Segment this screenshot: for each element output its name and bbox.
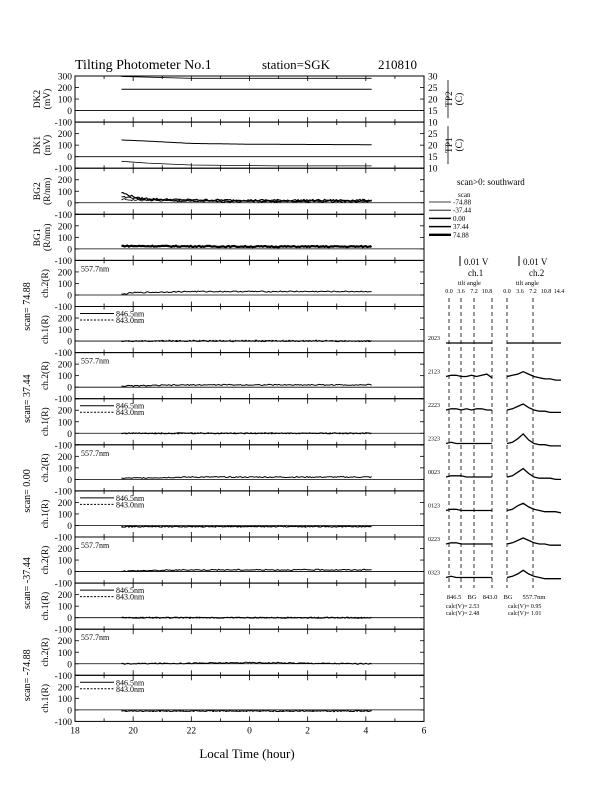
panel-annotation: 557.7nm	[81, 264, 110, 274]
spectrum-time: 2223	[428, 403, 440, 409]
right-tick-label: 25	[428, 84, 438, 95]
y-tick-label: 100	[57, 95, 72, 106]
y-tick-label: 0	[67, 337, 72, 348]
y-axis-label: DK1	[33, 135, 43, 155]
right-series-TP2	[122, 77, 372, 79]
y-tick-label: -100	[54, 349, 72, 360]
spectrum-time: 0023	[428, 470, 440, 476]
y-tick-label: 200	[57, 498, 72, 509]
y-tick-label: 0	[67, 107, 72, 118]
ch1-tilt-tick: 3.6	[457, 289, 465, 295]
panel-2	[33, 122, 465, 175]
ch2-spectrum	[507, 538, 561, 545]
legend-label: 843.0nm	[116, 316, 145, 325]
y-tick-label: 0	[67, 660, 72, 671]
side-panel	[428, 177, 564, 617]
right-axis-label: TP1	[445, 137, 455, 154]
y-tick-label: 0	[67, 429, 72, 440]
y-axis-label: ch.2(R)	[41, 453, 51, 483]
ch1-tilt-tick: 10.8	[481, 289, 493, 295]
ch1-spectrum	[446, 442, 492, 443]
y-tick-label: 0	[67, 475, 72, 486]
right-tick-label: 15	[428, 107, 438, 118]
ch1-spectrum	[446, 409, 492, 410]
y-tick-label: 100	[57, 141, 72, 152]
scan-legend-label: 37.44	[453, 223, 469, 232]
y-axis-label: ch.1(R)	[41, 591, 51, 621]
spectrum-time: 0223	[428, 537, 440, 543]
ch2-spectrum	[507, 570, 561, 578]
y-tick-label: 100	[57, 233, 72, 244]
panel-12	[40, 583, 424, 636]
legend-label: 843.0nm	[116, 592, 145, 602]
panel-frame	[75, 260, 424, 306]
panel-frame	[75, 122, 424, 168]
y-tick-label: -100	[54, 487, 72, 498]
ch1-spectrum	[446, 576, 492, 577]
y-tick-label: 0	[67, 614, 72, 625]
x-axis	[199, 746, 294, 761]
ch2-tilt-label: tilt angle	[516, 280, 539, 287]
y-tick-label: -100	[54, 256, 72, 267]
y-tick-label: 100	[57, 694, 72, 705]
spectrum-time: 0323	[428, 570, 440, 577]
ch2-spectrum	[507, 503, 561, 513]
date-label: 210810	[378, 57, 417, 72]
scan-legend-label: -74.88	[453, 198, 472, 207]
y-axis-label: (R/nm)	[43, 223, 53, 252]
x-tick-label: 4	[363, 726, 369, 737]
panel-frame	[75, 168, 424, 214]
x-tick-label: 20	[128, 726, 138, 737]
y-axis-label: DK2	[33, 89, 43, 109]
y-tick-label: 200	[57, 406, 72, 417]
panel-frame	[75, 214, 424, 260]
y-tick-label: 100	[57, 464, 72, 475]
y-tick-label: 200	[57, 130, 72, 141]
right-axis-label: (C)	[455, 138, 465, 152]
x-tick-label: 6	[421, 726, 427, 737]
y-tick-label: 200	[57, 637, 72, 648]
y-tick-label: 100	[57, 556, 72, 567]
scan-legend-label: -37.44	[453, 206, 472, 215]
y-axis-label: (mV)	[43, 88, 53, 110]
series-DK1	[122, 140, 372, 145]
scan-legend-label: 0.00	[453, 214, 466, 223]
y-tick-label: 100	[57, 279, 72, 290]
right-tick-label: 25	[428, 130, 438, 141]
y-tick-label: 100	[57, 326, 72, 337]
panel-annotation: 557.7nm	[81, 356, 110, 366]
ch1-spectrum	[446, 543, 492, 544]
panel-6	[40, 307, 424, 360]
y-tick-label: -100	[54, 303, 72, 313]
x-tick-label: 2	[305, 726, 311, 737]
ch2-tilt-tick: 14.4	[553, 289, 565, 295]
y-axis-label: ch.2(R)	[41, 361, 51, 391]
y-axis-label: BG2	[33, 182, 43, 201]
ch2-spectrum	[507, 469, 561, 480]
figure-title: Tilting Photometer No.1	[75, 58, 212, 73]
y-tick-label: 0	[67, 153, 72, 164]
y-tick-label: -100	[54, 395, 72, 406]
series-557-7nm	[122, 291, 372, 294]
y-tick-label: 200	[57, 268, 72, 279]
scan-note: scan>0: southward	[457, 177, 525, 187]
station-label: station=SGK	[262, 57, 331, 72]
y-axis-label: ch.1(R)	[41, 683, 51, 713]
right-series-TP1	[122, 161, 372, 166]
y-tick-label: -100	[54, 625, 72, 636]
y-tick-label: 100	[57, 602, 72, 613]
ch1-tilt-tick: 7.2	[470, 289, 478, 295]
panel-14	[40, 675, 424, 728]
ch2-spectrum	[507, 404, 561, 412]
y-tick-label: 0	[67, 291, 72, 302]
legend-label: 846.5nm	[116, 493, 145, 503]
scan-legend-title: scan	[458, 191, 471, 199]
y-tick-label: 0	[67, 245, 72, 256]
right-tick-label: 10	[428, 118, 438, 129]
panel-4	[33, 214, 424, 267]
right-tick-label: 20	[428, 141, 438, 152]
y-axis-label: ch.2(R)	[41, 269, 51, 298]
y-tick-label: -100	[54, 671, 72, 682]
ch1-tilt-tick: 0.0	[445, 289, 453, 295]
y-tick-label: 100	[57, 510, 72, 521]
scan-group-label: scan= 74.88	[22, 282, 33, 331]
y-tick-label: -100	[54, 717, 72, 728]
legend-label: 846.5nm	[116, 309, 145, 319]
legend-label: 843.0nm	[116, 684, 145, 694]
panel-1	[33, 73, 465, 129]
ch2-calc: calc(V)= 1.01	[508, 611, 542, 617]
y-axis-label: ch.1(R)	[41, 407, 51, 437]
scan-group-label: scan= 37.44	[22, 374, 33, 423]
y-tick-label: -100	[54, 118, 72, 129]
header	[75, 57, 417, 73]
spectrum-bottom-label: 843.0	[482, 594, 498, 601]
legend-label: 846.5nm	[116, 678, 145, 688]
right-tick-label: 10	[428, 164, 438, 175]
spectrum-bottom-label: BG	[503, 594, 513, 601]
y-tick-label: -100	[54, 579, 72, 590]
ch2-tilt-tick: 3.6	[516, 289, 524, 295]
ch1-scale: 0.01 V	[464, 257, 489, 267]
y-tick-label: 0	[67, 568, 72, 579]
ch1-calc: calc(V)= 2.53	[446, 604, 480, 610]
y-tick-label: 200	[57, 591, 72, 602]
right-tick-label: 15	[428, 153, 438, 164]
x-tick-label: 22	[186, 726, 197, 737]
y-tick-label: 100	[57, 187, 72, 198]
right-axis-label: (C)	[455, 92, 465, 106]
y-tick-label: -100	[54, 164, 72, 175]
legend-label: 843.0nm	[116, 500, 145, 510]
panel-annotation: 557.7nm	[81, 448, 110, 458]
y-tick-label: 100	[57, 418, 72, 429]
y-tick-label: 0	[67, 199, 72, 210]
right-tick-label: 20	[428, 95, 438, 106]
y-axis-label: ch.1(R)	[41, 315, 51, 344]
spectrum-time: 2123	[428, 369, 440, 376]
y-tick-label: 200	[57, 452, 72, 463]
y-tick-label: 200	[57, 683, 72, 694]
ch1-calc: calc(V)= 2.48	[446, 611, 480, 617]
spectrum-bottom-label: 557.7nm	[522, 594, 546, 601]
spectrum-bottom-label: 846.5	[446, 594, 462, 601]
panel-frame	[75, 76, 424, 122]
y-tick-label: 200	[57, 360, 72, 371]
x-axis-label: Local Time (hour)	[199, 746, 295, 761]
x-tick-label: 18	[70, 726, 80, 737]
right-tick-label: 30	[428, 72, 438, 83]
spectrum-time: 2023	[428, 336, 440, 342]
y-axis-label: ch.2(R)	[41, 545, 51, 575]
series-557-7nm	[122, 477, 372, 479]
spectrum-bottom-label: BG	[467, 594, 477, 601]
legend-label: 843.0nm	[116, 408, 145, 418]
y-axis-label: (mV)	[43, 134, 53, 156]
y-axis-label: ch.2(R)	[41, 637, 51, 667]
y-tick-label: -100	[54, 441, 72, 452]
ch2-tilt-tick: 10.8	[540, 289, 552, 295]
y-axis-label: ch.1(R)	[41, 499, 51, 529]
series-557-7nm	[122, 384, 372, 386]
series-843-0nm	[122, 617, 372, 618]
panel-annotation: 557.7nm	[81, 541, 110, 550]
y-tick-label: 100	[57, 372, 72, 383]
y-axis-label: (R/nm)	[43, 177, 53, 205]
ch2-tilt-tick: 0.0	[503, 289, 511, 295]
ch2-calc: calc(V)= 0.95	[508, 604, 542, 610]
y-tick-label: 0	[67, 521, 72, 532]
scan-group-label: scan= 0.00	[22, 469, 33, 513]
ch2-spectrum	[507, 434, 561, 446]
panel-frame	[75, 445, 424, 491]
y-tick-label: 300	[57, 72, 72, 83]
ch1-tilt-label: tilt angle	[458, 280, 481, 287]
panel-annotation: 557.7nm	[81, 633, 110, 643]
ch2-spectrum	[507, 372, 561, 380]
y-tick-label: 200	[57, 176, 72, 187]
series--74-88	[122, 193, 372, 201]
y-tick-label: -100	[54, 210, 72, 221]
x-tick-label: 0	[247, 726, 252, 737]
scan-legend-label: 74.88	[453, 231, 469, 240]
panel-frame	[75, 537, 424, 583]
panel-10	[40, 491, 424, 544]
panel-frame	[75, 629, 424, 675]
ch1-label: ch.1	[468, 268, 484, 278]
ch2-label: ch.2	[529, 268, 545, 278]
ch1-spectrum	[446, 509, 492, 510]
scan-group-label: scan= -74.88	[22, 649, 33, 702]
legend-label: 846.5nm	[116, 586, 145, 596]
y-tick-label: 0	[67, 706, 72, 717]
panel-3	[33, 168, 424, 221]
ch2-scale: 0.01 V	[523, 257, 548, 267]
series-557-7nm	[122, 569, 372, 571]
y-tick-label: 200	[57, 314, 72, 325]
y-tick-label: 200	[57, 84, 72, 95]
ch1-spectrum	[446, 476, 492, 477]
y-tick-label: 100	[57, 648, 72, 659]
spectrum-time: 0123	[428, 503, 440, 510]
panel-8	[40, 399, 424, 452]
scan-group-label: scan= -37.44	[22, 557, 33, 609]
y-tick-label: 0	[67, 383, 72, 394]
y-tick-label: -100	[54, 533, 72, 544]
time-series-panels	[22, 73, 465, 737]
y-axis-label: BG1	[33, 228, 43, 247]
ch1-spectrum	[446, 374, 492, 378]
y-tick-label: 200	[57, 222, 72, 233]
right-axis-label: TP2	[445, 91, 455, 107]
y-tick-label: 200	[57, 545, 72, 556]
ch2-tilt-tick: 7.2	[529, 289, 537, 295]
legend-label: 846.5nm	[116, 401, 145, 411]
spectrum-time: 2323	[428, 436, 440, 443]
series-BG1	[122, 246, 372, 248]
panel-frame	[75, 353, 424, 399]
